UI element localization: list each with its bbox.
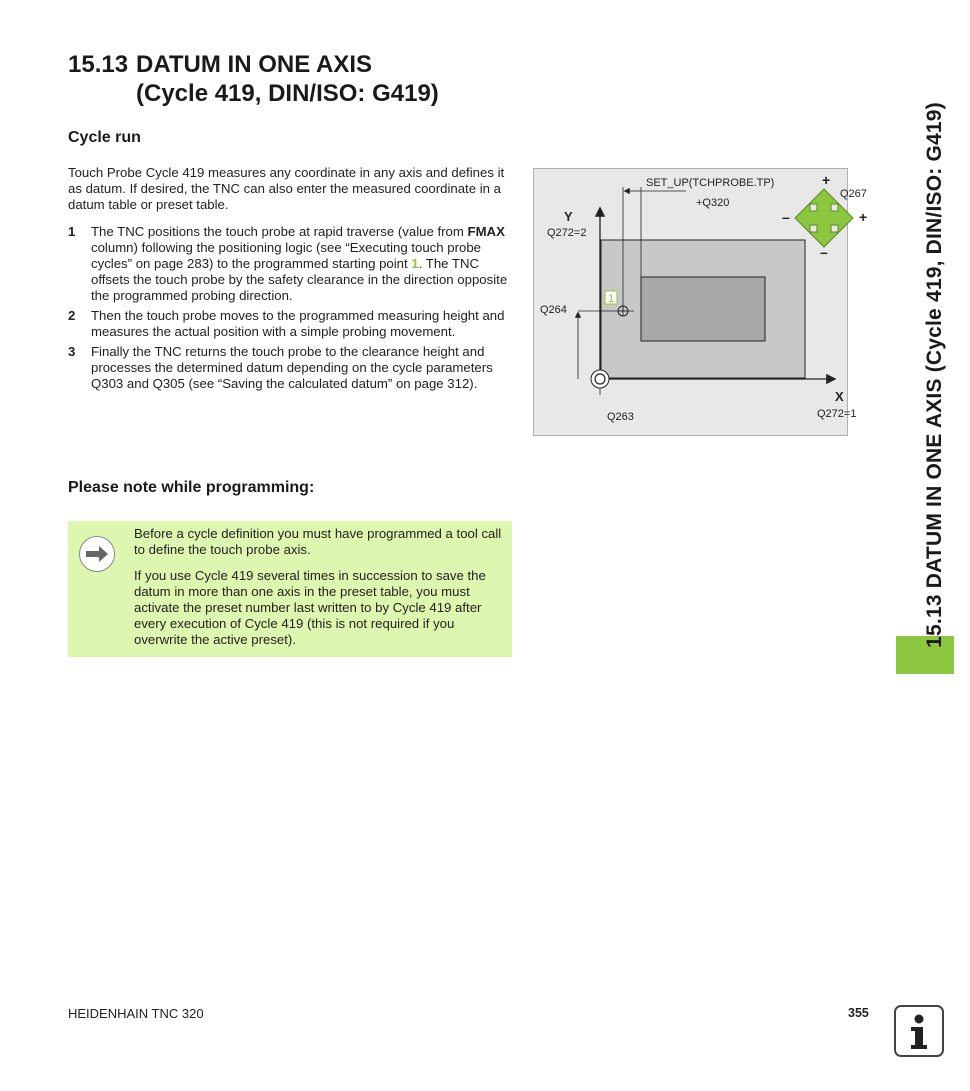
q320-label: +Q320 xyxy=(696,197,730,209)
fmax-term: FMAX xyxy=(467,224,505,239)
info-icon xyxy=(894,1005,944,1057)
steps-list xyxy=(68,224,513,396)
point-reference: 1 xyxy=(411,256,419,271)
title-line-1: DATUM IN ONE AXIS xyxy=(136,51,373,78)
q264-label: Q264 xyxy=(540,304,567,316)
q267-label: Q267 xyxy=(840,188,867,200)
cycle-diagram xyxy=(533,168,868,436)
footer-product: HEIDENHAIN TNC 320 xyxy=(68,1006,204,1021)
section-number: 15.13 xyxy=(68,51,129,78)
setup-label: SET_UP(TCHPROBE.TP) xyxy=(646,177,775,189)
step-item: 1 The TNC positions the touch probe at rapid traverse (value from FMAX column) following the positioning logic (see “Executing touch probe cycles” on page 283) to the programmed starting point 1. The TNC offsets the touch probe by the safety clearance in the direction opposite the programmed probing direction. xyxy=(68,224,508,303)
note-text xyxy=(134,526,504,658)
plus-top: + xyxy=(822,172,831,188)
note-paragraph-1: Before a cycle definition you must have programmed a tool call to define the touch probe axis. xyxy=(134,526,502,557)
step-number: 2 xyxy=(68,308,76,323)
step-number: 3 xyxy=(68,344,76,359)
step-item: 3 Finally the TNC returns the touch probe to the clearance height and processes the determined datum depending on the cycle parameters Q303 and Q305 (see “Saving the calculated datum” on page 312). xyxy=(68,344,493,391)
step-number: 1 xyxy=(68,224,76,239)
point-1-label: 1 xyxy=(607,293,615,305)
diagram-svg xyxy=(534,169,868,435)
step-item: 2 Then the touch probe moves to the programmed measuring height and measures the actual position with a simple probing movement. xyxy=(68,308,505,339)
arrow-right-icon xyxy=(79,536,115,572)
q272-2-label: Q272=2 xyxy=(547,227,587,239)
plus-right: + xyxy=(859,209,868,225)
datum-symbol xyxy=(591,370,609,388)
q272-1-label: Q272=1 xyxy=(817,408,857,420)
minus-left: – xyxy=(782,209,790,225)
page-title xyxy=(68,50,439,108)
cycle-run-heading: Cycle run xyxy=(68,129,141,146)
sidebar-title: 15.13 DATUM IN ONE AXIS (Cycle 419, DIN/ISO: G419) xyxy=(923,102,946,648)
y-axis-label: Y xyxy=(564,209,573,224)
q263-label: Q263 xyxy=(607,411,634,423)
notes-heading: Please note while programming: xyxy=(68,479,315,496)
note-box xyxy=(68,521,512,657)
workpiece-pocket xyxy=(641,277,765,341)
note-paragraph-2: If you use Cycle 419 several times in succession to save the datum in more than one axis in the preset table, you must activate the preset number last written to by Cycle 419 after every execution of Cycle 419 (this is not required if you overwrite the active preset). xyxy=(134,568,486,647)
intro-paragraph: Touch Probe Cycle 419 measures any coordinate in any axis and defines it as datum. If desired, the TNC can also enter the measured coordinate in a datum table or preset table. xyxy=(68,165,505,212)
title-line-2: (Cycle 419, DIN/ISO: G419) xyxy=(136,80,439,107)
page-number: 355 xyxy=(848,1006,869,1020)
x-axis-label: X xyxy=(835,389,844,404)
minus-bottom: – xyxy=(820,244,828,260)
